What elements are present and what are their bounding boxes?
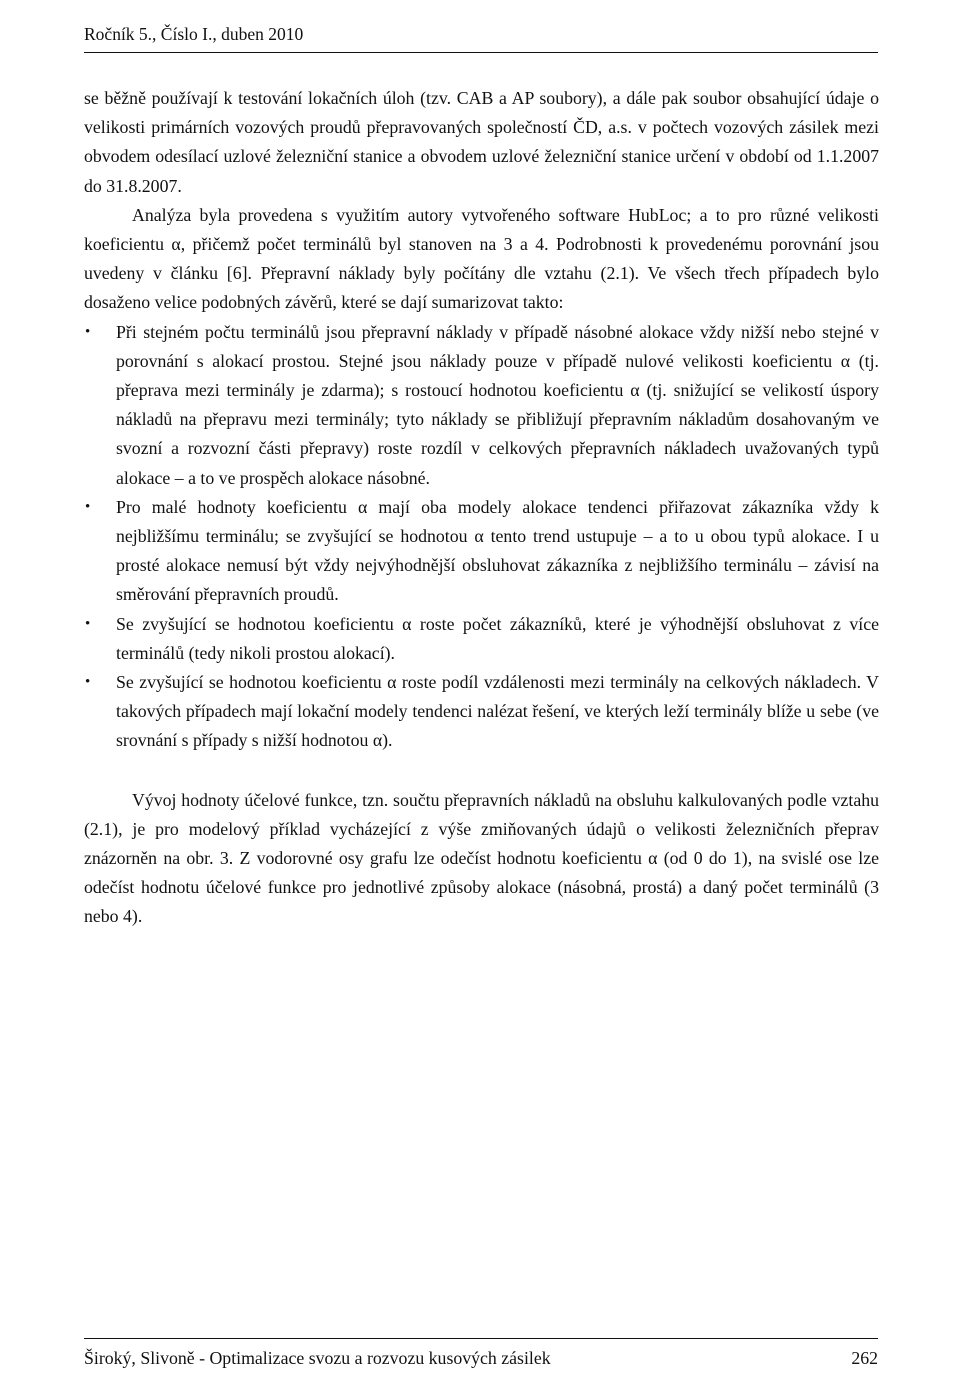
bullet-icon: • [85, 615, 91, 632]
list-item-text: Při stejném počtu terminálů jsou přepravní náklady v případě násobné alokace vždy nižší nebo stejné v porovnání s alokací prostou. Stejné jsou náklady pouze v případě nulové velikosti koeficientu α (tj. přeprava mezi terminály je zdarma); s rostoucí hodnotou koeficientu α (tj. snižující se velikostí úspory nákladů na přepravu mezi terminály; tyto náklady se přibližují přepravním nákladům dosahovaným ve svozní a rozvozní části přepravy) roste rozdíl v celkových přepravních nákladech uvažovaných typů alokace – a to ve prospěch alokace násobné. [116, 321, 879, 488]
paragraph-objective-function: Vývoj hodnoty účelové funkce, tzn. součtu přepravních nákladů na obsluhu kalkulovaných podle vztahu (2.1), je pro modelový příklad vycházející z výše zmiňovaných údajů o velikosti železničních přeprav znázorněn na obr. 3. Z vodorovné osy grafu lze odečíst hodnotu koeficientu α (od 0 do 1), na svislé ose lze odečíst hodnotu účelové funkce pro jednotlivé způsoby alokace (násobná, prostá) a daný počet terminálů (3 nebo 4). [84, 789, 879, 927]
findings-list [84, 318, 879, 756]
bullet-icon: • [85, 674, 91, 691]
footer-rule [84, 1338, 878, 1339]
bullet-icon: • [85, 323, 91, 340]
paragraph-intro: se běžně používají k testování lokačních úloh (tzv. CAB a AP soubory), a dále pak soubor obsahující údaje o velikosti primárních vozových proudů přepravovaných společností ČD, a.s. v počtech vozových zásilek mezi obvodem odesílací uzlové železniční stanice a obvodem uzlové železniční stanice určení v období od 1.1.2007 do 31.8.2007. [84, 88, 879, 196]
header-rule [84, 52, 878, 53]
list-item-text: Se zvyšující se hodnotou koeficientu α roste počet zákazníků, které je výhodnější obsluhovat z více terminálů (tedy nikoli prostou alokací). [116, 613, 879, 663]
footer-authors-title: Široký, Slivoně - Optimalizace svozu a rozvozu kusových zásilek [84, 1348, 551, 1368]
page-number: 262 [851, 1348, 878, 1368]
running-header: Ročník 5., Číslo I., duben 2010 [84, 24, 304, 44]
paragraph-spacer [84, 756, 879, 786]
list-item-text: Pro malé hodnoty koeficientu α mají oba modely alokace tendenci přiřazovat zákazníka vždy k nejbližšímu terminálu; se zvyšující se hodnotou α tento trend ustupuje – a to u obou typů alokace. I u prosté alokace nemusí být vždy nejvýhodnější obsluhovat zákazníka z nejbližšího terminálu – závisí na směrování přepravních proudů. [116, 496, 879, 605]
list-item [84, 668, 879, 756]
list-item [84, 318, 879, 493]
page-body [84, 84, 879, 932]
bullet-icon: • [85, 498, 91, 515]
list-item [84, 610, 879, 668]
list-item [84, 493, 879, 610]
list-item-text: Se zvyšující se hodnotou koeficientu α roste podíl vzdálenosti mezi terminály na celkových nákladech. V takových případech mají lokační modely tendenci nalézat řešení, ve kterých leží terminály blíže u sebe (ve srovnání s případy s nižší hodnotou α). [116, 672, 879, 751]
paragraph-analysis: Analýza byla provedena s využitím autory vytvořeného software HubLoc; a to pro různé velikosti koeficientu α, přičemž počet terminálů byl stanoven na 3 a 4. Podrobnosti k provedenému porovnání jsou uvedeny v článku [6]. Přepravní náklady byly počítány dle vztahu (2.1). Ve všech třech případech bylo dosaženo velice podobných závěrů, které se dají sumarizovat takto: [84, 204, 879, 313]
